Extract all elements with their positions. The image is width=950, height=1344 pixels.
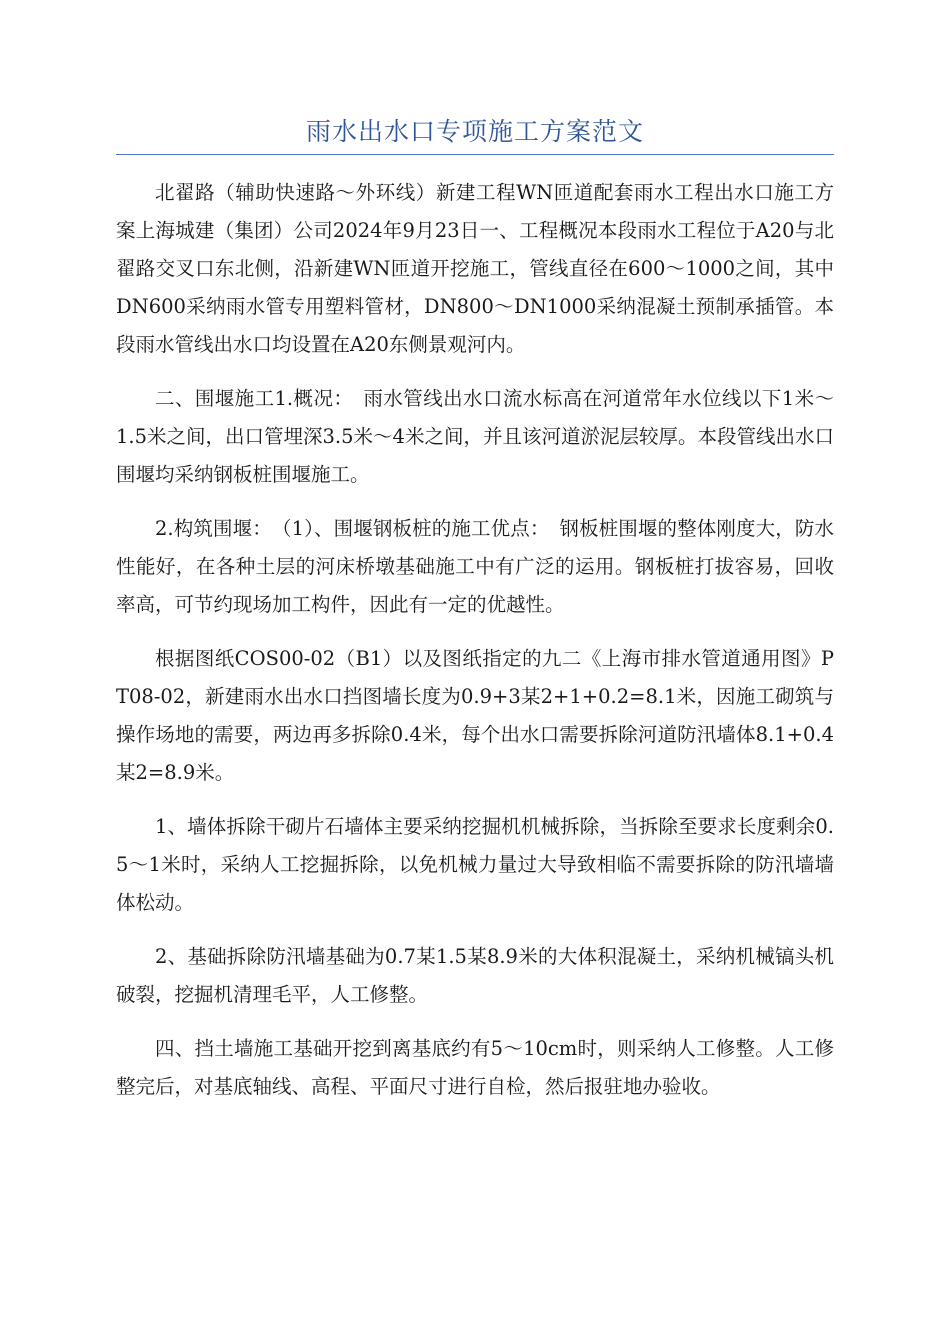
paragraph-cofferdam-construction: 2.构筑围堰： （1）、围堰钢板桩的施工优点： 钢板桩围堰的整体刚度大，防水性能好，在各种土层的河床桥墩基础施工中有广泛的运用。钢板桩打拔容易，回收率高，可节约现场加工构件，因此有一定的优越性。	[116, 517, 834, 616]
document-title: 雨水出水口专项施工方案范文	[305, 117, 644, 146]
paragraph-cofferdam-overview: 二、围堰施工1.概况： 雨水管线出水口流水标高在河道常年水位线以下1米～1.5米之间，出口管埋深3.5米～4米之间，并且该河道淤泥层较厚。本段管线出水口围堰均采纳钢板桩围堰施工。	[116, 387, 834, 486]
paragraph-retaining-wall: 四、挡土墙施工基础开挖到离基底约有5～10cm时，则采纳人工修整。人工修整完后，对基底轴线、高程、平面尺寸进行自检，然后报驻地办验收。	[116, 1037, 834, 1098]
title-underline	[116, 154, 834, 155]
paragraph-wall-dimensions: 根据图纸COS00-02（B1）以及图纸指定的九二《上海市排水管道通用图》PT08-02，新建雨水出水口挡图墙长度为0.9+3某2+1+0.2=8.1米，因施工砌筑与操作场地的需要，两边再多拆除0.4米，每个出水口需要拆除河道防汛墙体8.1+0.4某2=8.9米。	[116, 647, 834, 784]
paragraph-foundation-demolition: 2、基础拆除防汛墙基础为0.7某1.5某8.9米的大体积混凝土，采纳机械镐头机破裂，挖掘机清理毛平，人工修整。	[116, 945, 834, 1006]
paragraph-project-overview: 北翟路（辅助快速路～外环线）新建工程WN匝道配套雨水工程出水口施工方案上海城建（集团）公司2024年9月23日一、工程概况本段雨水工程位于A20与北翟路交叉口东北侧，沿新建WN匝道开挖施工，管线直径在600～1000之间，其中DN600采纳雨水管专用塑料管材，DN800～DN1000采纳混凝土预制承插管。本段雨水管线出水口均设置在A20东侧景观河内。	[116, 181, 834, 356]
document-body	[116, 174, 834, 1122]
paragraph-wall-demolition: 1、墙体拆除干砌片石墙体主要采纳挖掘机机械拆除，当拆除至要求长度剩余0.5～1米时，采纳人工挖掘拆除，以免机械力量过大导致相临不需要拆除的防汛墙墙体松动。	[116, 815, 834, 914]
